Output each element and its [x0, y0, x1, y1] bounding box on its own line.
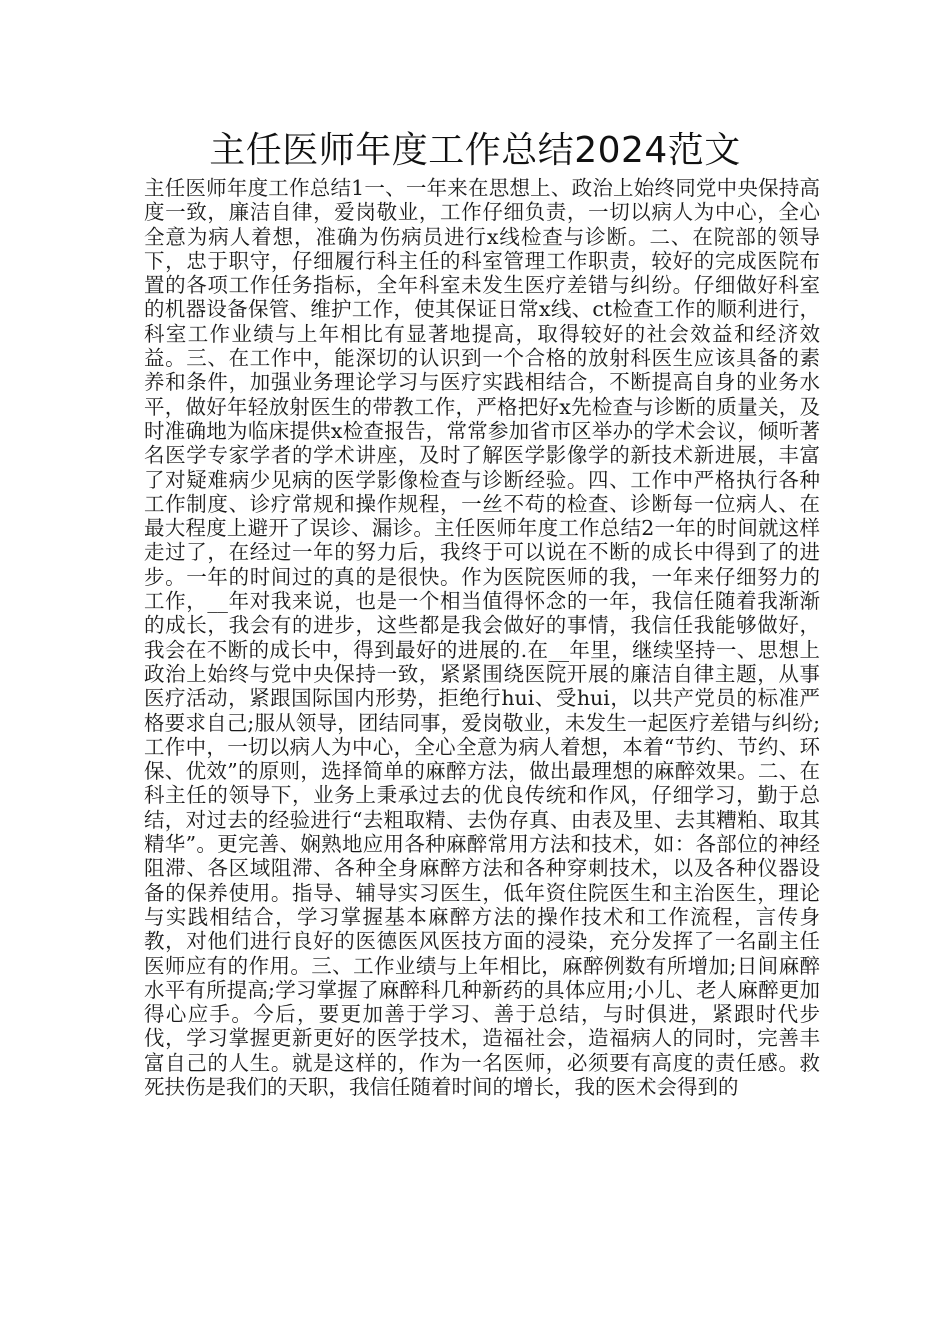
document-title: 主任医师年度工作总结2024范文	[209, 130, 741, 171]
document-body: 主任医师年度工作总结1一、一年来在思想上、政治上始终同党中央保持高度一致，廉洁自律，爱岗敬业，工作仔细负责，一切以病人为中心，全心全意为病人着想，准确为伤病员进行x线检查与诊断。二、在院部的领导下，忠于职守，仔细履行科主任的科室管理工作职责，较好的完成医院布置的各项工作任务指标，全年科室未发生医疗差错与纠纷。仔细做好科室的机器设备保管、维护工作，使其保证日常x线、ct检查工作的顺利进行，科室工作业绩与上年相比有显著地提高，取得较好的社会效益和经济效益。三、在工作中，能深切的认识到一个合格的放射科医生应该具备的素养和条件，加强业务理论学习与医疗实践相结合，不断提高自身的业务水平，做好年轻放射医生的带教工作，严格把好x先检查与诊断的质量关，及时准确地为临床提供x检查报告，常常参加省市区举办的学术会议，倾听著名医学专家学者的学术讲座，及时了解医学影像学的新技术新进展，丰富了对疑难病少见病的医学影像检查与诊断经验。四、工作中严格执行各种工作制度、诊疗常规和操作规程，一丝不苟的检查、诊断每一位病人、在最大程度上避开了误诊、漏诊。主任医师年度工作总结2一年的时间就这样走过了，在经过一年的努力后，我终于可以说在不断的成长中得到了的进步。一年的时间过的真的是很快。作为医院医师的我，一年来仔细努力的工作，__年对我来说，也是一个相当值得怀念的一年，我信任随着我渐渐的成长，我会有的进步，这些都是我会做好的事情，我信任我能够做好，我会在不断的成长中，得到最好的进展的.在__年里，继续坚持一、思想上政治上始终与党中央保持一致，紧紧围绕医院开展的廉洁自律主题，从事医疗活动，紧跟国际国内形势，拒绝行hui、受hui，以共产党员的标准严格要求自己;服从领导，团结同事，爱岗敬业，未发生一起医疗差错与纠纷;工作中，一切以病人为中心，全心全意为病人着想，本着“节约、节约、环保、优效”的原则，选择简单的麻醉方法，做出最理想的麻醉效果。二、在科主任的领导下，业务上秉承过去的优良传统和作风，仔细学习，勤于总结，对过去的经验进行“去粗取精、去伪存真、由表及里、去其糟粕、取其精华”。更完善、娴熟地应用各种麻醉常用方法和技术，如：各部位的神经阻滞、各区域阻滞、各种全身麻醉方法和各种穿刺技术，以及各种仪器设备的保养使用。指导、辅导实习医生，低年资住院医生和主治医生，理论与实践相结合，学习掌握基本麻醉方法的操作技术和工作流程，言传身教，对他们进行良好的医德医风医技方面的浸染，充分发挥了一名副主任医师应有的作用。三、工作业绩与上年相比，麻醉例数有所增加;日间麻醉水平有所提高;学习掌握了麻醉科几种新药的具体应用;小儿、老人麻醉更加得心应手。今后，要更加善于学习、善于总结，与时俱进，紧跟时代步伐，学习掌握更新更好的医学技术，造福社会，造福病人的同时，完善丰富自己的人生。就是这样的，作为一名医师，必须要有高度的责任感。救死扶伤是我们的天职，我信任随着时间的增长，我的医术会得到的	[144, 176, 820, 1099]
